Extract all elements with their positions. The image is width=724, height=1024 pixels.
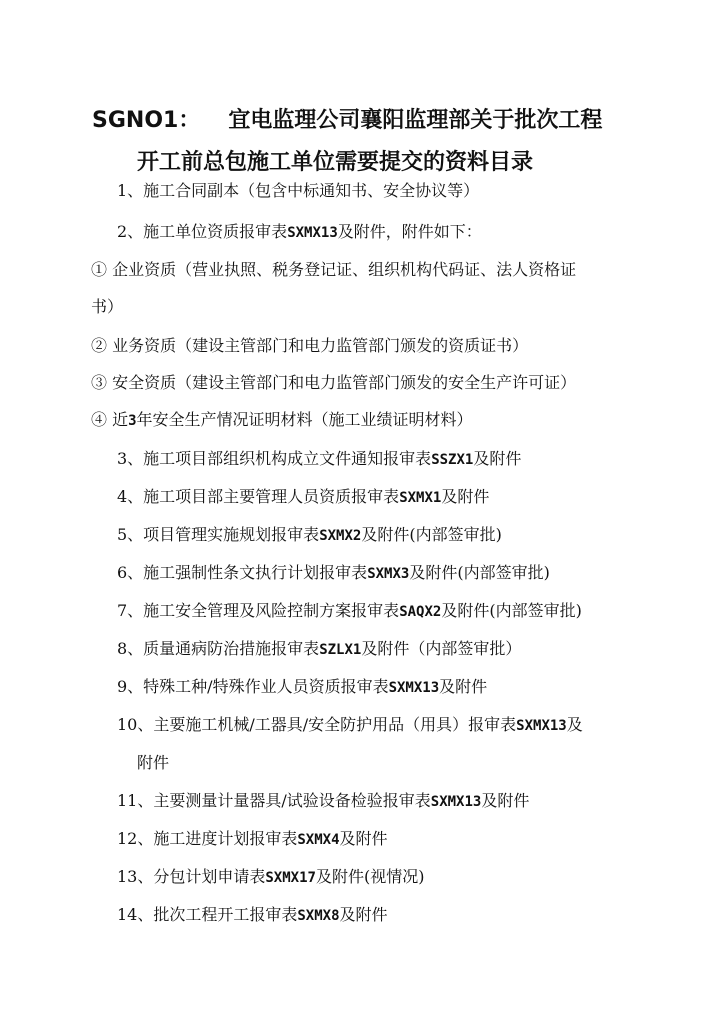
item-prefix: 9、特殊工种/特殊作业人员资质报审表 bbox=[117, 677, 389, 696]
item-prefix: 4、施工项目部主要管理人员资质报审表 bbox=[117, 487, 400, 506]
item-suffix: 及附件 bbox=[473, 449, 522, 468]
list-item bbox=[91, 410, 473, 431]
item-suffix: 及附件 bbox=[481, 791, 530, 810]
item-suffix: 及附件 bbox=[339, 905, 388, 924]
item-prefix: 12、施工进度计划报审表 bbox=[117, 829, 298, 848]
item-text: ② 业务资质（建设主管部门和电力监管部门颁发的资质证书） bbox=[91, 336, 529, 355]
document-title-line1 bbox=[92, 103, 602, 134]
item-prefix: ④ 近 bbox=[91, 410, 129, 429]
item-suffix: 年安全生产情况证明材料（施工业绩证明材料） bbox=[136, 410, 473, 429]
list-item bbox=[117, 563, 550, 584]
item-text: 书） bbox=[91, 297, 124, 316]
item-suffix: 及附件(视情况) bbox=[315, 867, 425, 886]
list-item bbox=[117, 525, 502, 546]
item-suffix: 及附件（内部签审批） bbox=[361, 639, 522, 658]
year-number: 3 bbox=[128, 413, 137, 429]
item-prefix: 8、质量通病防治措施报审表 bbox=[117, 639, 320, 658]
document-code: SGNO1： bbox=[92, 108, 201, 133]
item-suffix: 及附件(内部签审批) bbox=[441, 601, 582, 620]
item-suffix: 及 bbox=[566, 715, 583, 734]
list-item bbox=[91, 336, 528, 356]
form-code: SAQX2 bbox=[399, 604, 442, 620]
list-item bbox=[117, 905, 388, 926]
item-suffix: 及附件(内部签审批) bbox=[409, 563, 550, 582]
item-text: ③ 安全资质（建设主管部门和电力监管部门颁发的安全生产许可证） bbox=[91, 373, 577, 392]
item-text: ① 企业资质（营业执照、税务登记证、组织机构代码证、法人资格证 bbox=[91, 260, 577, 279]
title-text-line2: 开工前总包施工单位需要提交的资料目录 bbox=[137, 150, 534, 175]
list-item bbox=[117, 449, 521, 470]
list-item bbox=[117, 601, 582, 622]
list-item bbox=[117, 181, 479, 201]
item-prefix: 2、施工单位资质报审表 bbox=[117, 222, 288, 241]
item-suffix: 及附件 bbox=[439, 677, 488, 696]
item-suffix: 及附件，附件如下： bbox=[337, 222, 482, 241]
form-code: SXMX2 bbox=[319, 528, 362, 544]
document-title-line2 bbox=[137, 145, 533, 176]
item-prefix: 11、主要测量计量器具/试验设备检验报审表 bbox=[117, 791, 431, 810]
item-prefix: 14、批次工程开工报审表 bbox=[117, 905, 298, 924]
item-prefix: 6、施工强制性条文执行计划报审表 bbox=[117, 563, 368, 582]
form-code: SSZX1 bbox=[431, 452, 474, 468]
form-code: SXMX13 bbox=[430, 794, 482, 810]
item-prefix: 3、施工项目部组织机构成立文件通知报审表 bbox=[117, 449, 432, 468]
form-code: SXMX17 bbox=[265, 870, 316, 886]
item-text: 附件 bbox=[137, 753, 170, 772]
item-prefix: 7、施工安全管理及风险控制方案报审表 bbox=[117, 601, 400, 620]
item-prefix: 5、项目管理实施规划报审表 bbox=[117, 525, 320, 544]
list-item-continuation bbox=[91, 297, 123, 317]
form-code: SXMX4 bbox=[297, 832, 340, 848]
list-item bbox=[117, 487, 489, 508]
item-prefix: 10、主要施工机械/工器具/安全防护用品（用具）报审表 bbox=[117, 715, 517, 734]
list-item bbox=[91, 373, 576, 393]
list-item bbox=[117, 791, 529, 812]
list-item bbox=[117, 639, 521, 660]
item-suffix: 及附件 bbox=[339, 829, 388, 848]
list-item bbox=[117, 677, 487, 698]
list-item bbox=[91, 260, 576, 280]
item-prefix: 13、分包计划申请表 bbox=[117, 867, 266, 886]
form-code: SXMX3 bbox=[367, 566, 410, 582]
item-suffix: 及附件(内部签审批) bbox=[361, 525, 502, 544]
item-text: 1、施工合同副本（包含中标通知书、安全协议等） bbox=[117, 181, 480, 200]
item-suffix: 及附件 bbox=[441, 487, 490, 506]
list-item bbox=[117, 867, 424, 888]
form-code: SZLX1 bbox=[319, 642, 362, 658]
list-item bbox=[117, 222, 482, 243]
form-code: SXMX8 bbox=[297, 908, 340, 924]
title-text-line1: 宜电监理公司襄阳监理部关于批次工程 bbox=[228, 108, 603, 133]
form-code: SXMX13 bbox=[388, 680, 440, 696]
list-item-continuation bbox=[137, 753, 169, 773]
form-code: SXMX13 bbox=[287, 225, 338, 241]
list-item bbox=[117, 829, 388, 850]
form-code: SXMX1 bbox=[399, 490, 442, 506]
form-code: SXMX13 bbox=[516, 718, 567, 734]
list-item bbox=[117, 715, 583, 736]
